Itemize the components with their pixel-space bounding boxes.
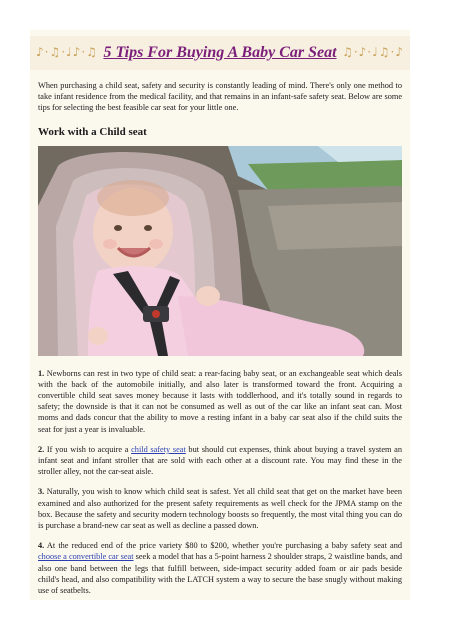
baby-in-car-seat-photo (38, 146, 402, 356)
paragraph-2 (38, 444, 402, 478)
title-banner (30, 36, 410, 70)
document-page (30, 30, 410, 600)
section-heading: Work with a Child seat (38, 125, 147, 138)
paragraph-1-text: Newborns can rest in two type of child seat: a rear-facing baby seat, or an exchangeable seat which deals with the back of the automobile initially, and also later is transformed toward the front. Acquiring a convertible child seat saves money because it lasts with toddlerhood, and it's totally sound in regards to safety; the downside is that it can not be consumed as well as out of the car like an infant seat can. Most moms and dads concur that the ability to move a resting infant in a baby car seat also if the child suits the seat for just a year is invaluable. (38, 368, 402, 434)
paragraph-2-number: 2. (38, 444, 45, 454)
paragraph-2-text-after: but should cut expenses, think about buying a travel system an infant seat and infant stroller that are sold with each other at a discount rate. You may find these in the stroller alley, not the car-seat aisle. (38, 444, 402, 477)
page-title: 5 Tips For Buying A Baby Car Seat (103, 44, 337, 61)
music-notes-decoration-left: ♪·♫·♩♪·♫ (36, 45, 98, 59)
convertible-car-seat-link[interactable]: choose a convertible car seat (38, 552, 134, 562)
paragraph-4-number: 4. (38, 541, 45, 551)
intro-paragraph: When purchasing a child seat, safety and security is constantly leading of mind. There's only one method to take infant residence from the medical facility, and that remains in an infant-safe safety seat. Below are some tips for selecting the best feasible car seat for your little one. (38, 81, 402, 113)
paragraph-1 (38, 368, 402, 435)
paragraph-3 (38, 486, 402, 531)
paragraph-4-text-before: At the reduced end of the price variety $80 to $200, whether you're purchasing a baby safety seat and (44, 541, 402, 551)
paragraph-3-text: Naturally, you wish to know which child seat is safest. Yet all child seat that get on the market have been examined and also authorized for the present safety requirements as well check for the JPMA stamp on the box. Because the safety and security modern technology boosts so frequently, the most vital thing you can do is purchase a brand-new car seat as well as decline a passed down. (38, 487, 402, 531)
music-notes-decoration-right: ♫·♪·♩♫·♪ (342, 45, 404, 59)
child-safety-seat-link[interactable]: child safety seat (131, 444, 186, 454)
paragraph-2-text-before: If you wish to acquire a (44, 444, 132, 454)
paragraph-3-number: 3. (38, 487, 45, 497)
paragraph-4-text-after: seek a model that has a 5-point harness 2 shoulder straps, 2 waistline bands, and also one band between the legs that fulfill between, side-impact security added foam or air pads beside child's head, and also compatibility with the LATCH system a way to secure the base snugly without making use of seatbelts. (38, 552, 402, 596)
paragraph-4 (38, 540, 402, 596)
paragraph-1-number: 1. (38, 368, 45, 378)
